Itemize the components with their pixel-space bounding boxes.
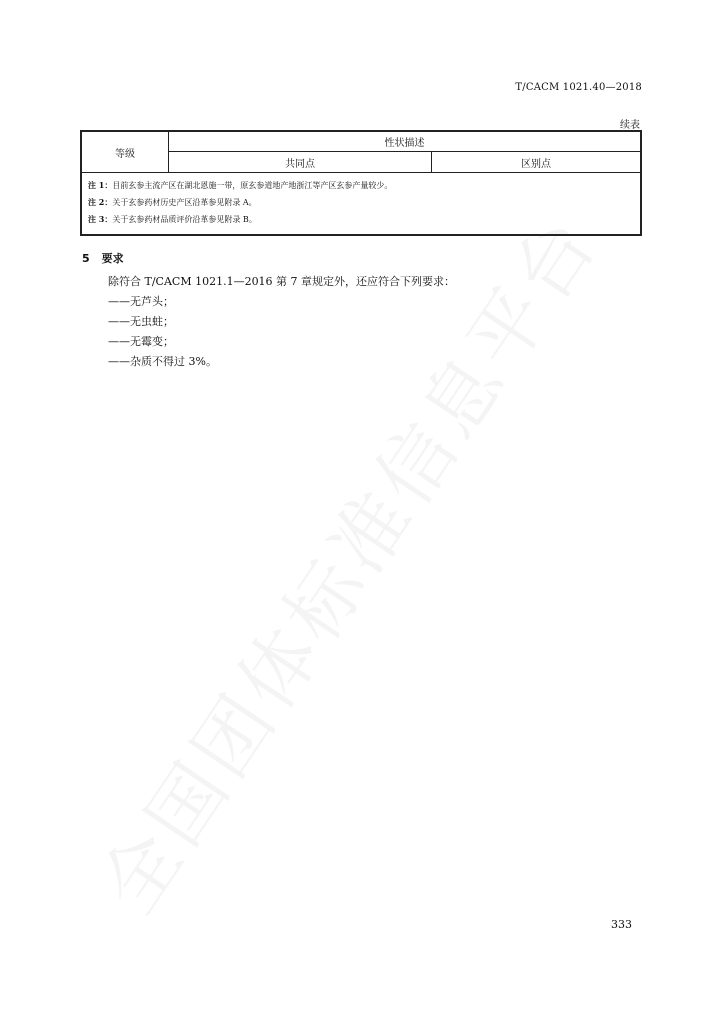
- requirement-item: ——无虫蛀；: [108, 315, 174, 328]
- common-header: 共同点: [169, 152, 432, 173]
- table-notes: [81, 173, 641, 236]
- difference-header: 区别点: [432, 152, 642, 173]
- note-1: 注 1：目前玄参主流产区在湖北恩施一带，原玄参道地产地浙江等产区玄参产量较少。: [88, 180, 393, 190]
- grading-table: [80, 130, 642, 236]
- watermark: [70, 290, 552, 931]
- grade-header: 等级: [81, 131, 169, 173]
- note-2: 注 2：关于玄参药材历史产区沿革参见附录 A。: [88, 197, 257, 207]
- table-continued-label: 续表: [620, 120, 640, 131]
- standard-code: T/CACM 1021.40—2018: [515, 82, 642, 93]
- requirement-item: ——无霉变；: [108, 335, 174, 348]
- section-title: 要求: [101, 252, 124, 265]
- section-heading: [82, 250, 124, 266]
- requirement-item: ——无芦头；: [108, 295, 174, 308]
- page-number: 333: [611, 918, 632, 931]
- section-body: [108, 272, 455, 372]
- note-3: 注 3：关于玄参药材品质评价沿革参见附录 B。: [88, 214, 257, 224]
- requirement-item: ——杂质不得过 3%。: [108, 355, 217, 368]
- requirement-intro: 除符合 T/CACM 1021.1—2016 第 7 章规定外，还应符合下列要求：: [108, 275, 456, 288]
- description-header: 性状描述: [169, 131, 642, 152]
- section-number: 5: [82, 252, 90, 265]
